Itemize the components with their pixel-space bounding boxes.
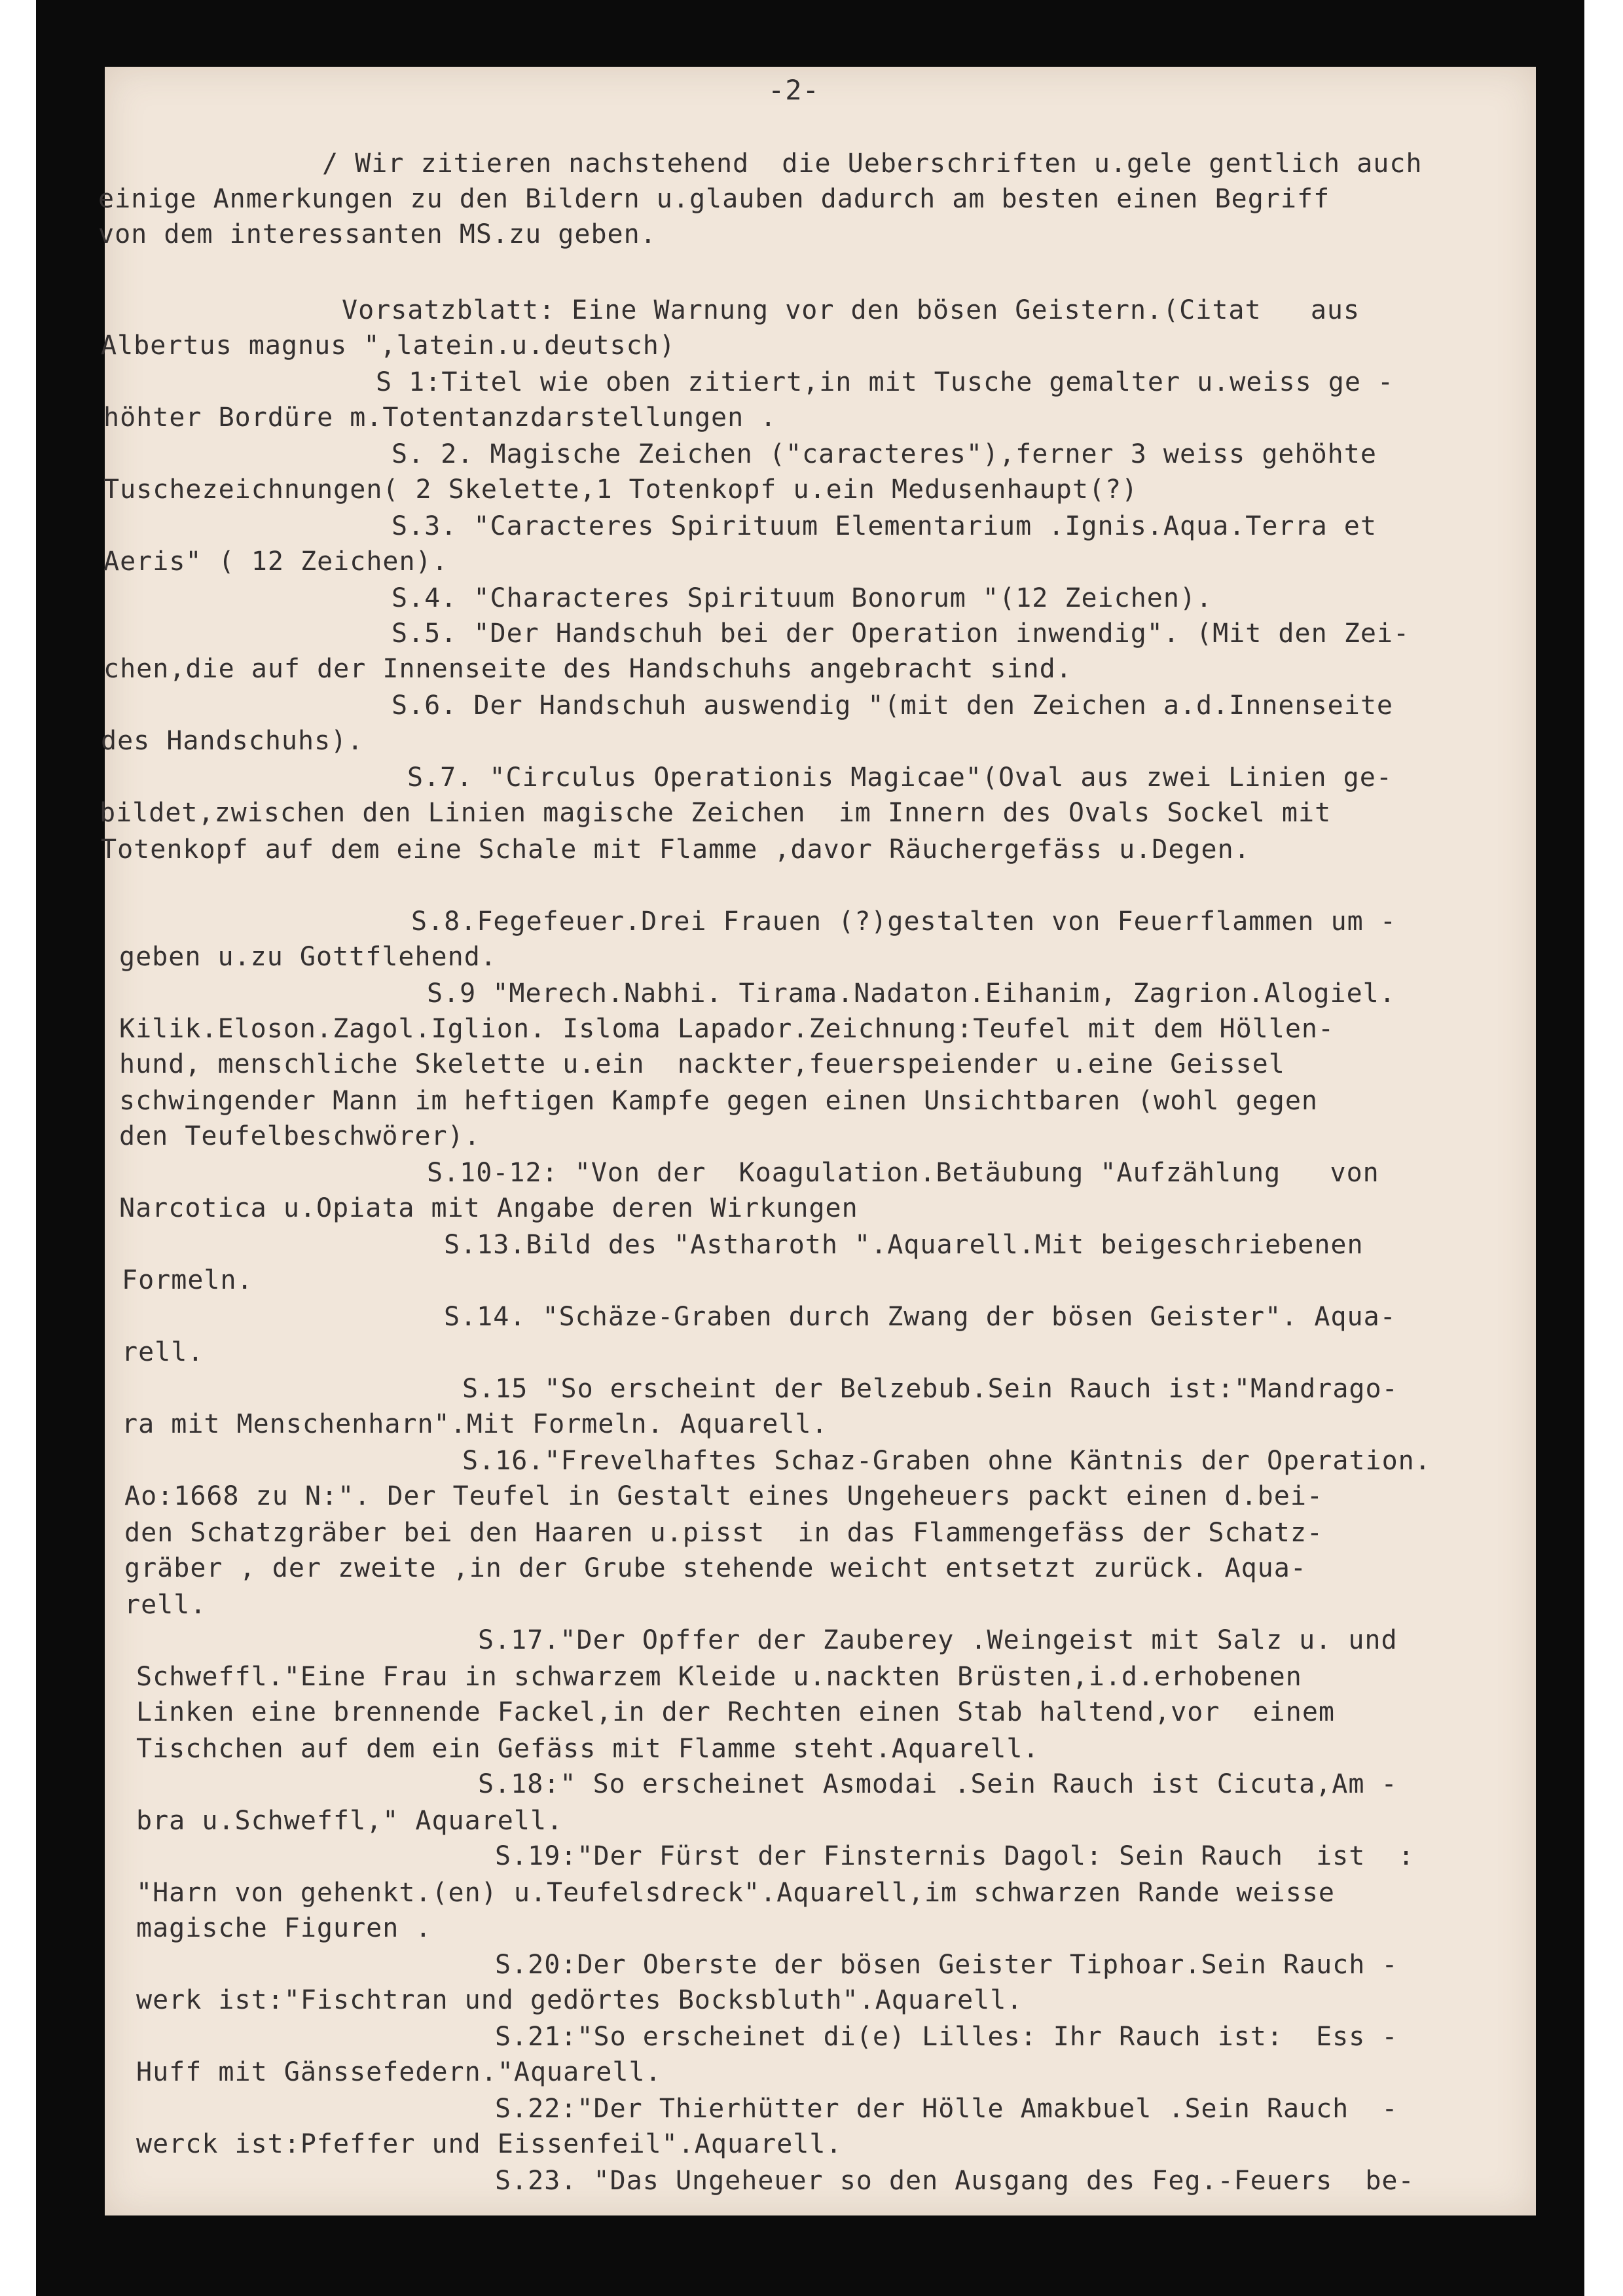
- text-line: / Wir zitieren nachstehend die Ueberschriften u.gele gentlich auch: [322, 149, 1423, 179]
- text-line: rell.: [124, 1590, 207, 1620]
- text-line: S.5. "Der Handschuh bei der Operation inwendig". (Mit den Zei-: [392, 619, 1410, 649]
- text-line: bra u.Schweffl," Aquarell.: [136, 1806, 564, 1836]
- text-line: den Schatzgräber bei den Haaren u.pisst in das Flammengefäss der Schatz-: [124, 1518, 1323, 1548]
- text-line: rell.: [122, 1337, 204, 1367]
- text-line: gräber , der zweite ,in der Grube stehende weicht entsetzt zurück. Aqua-: [124, 1553, 1307, 1583]
- text-line: S.20:Der Oberste der bösen Geister Tiphoar.Sein Rauch -: [495, 1950, 1398, 1980]
- text-line: werck ist:Pfeffer und Eissenfeil".Aquarell.: [136, 2129, 843, 2159]
- text-line: Tischchen auf dem ein Gefäss mit Flamme steht.Aquarell.: [136, 1734, 1040, 1764]
- text-line: Huff mit Gänssefedern."Aquarell.: [136, 2057, 662, 2087]
- text-line: Tuschezeichnungen( 2 Skelette,1 Totenkopf u.ein Medusenhaupt(?): [103, 475, 1139, 505]
- text-line: hund, menschliche Skelette u.ein nackter,feuerspeiender u.eine Geissel: [119, 1049, 1285, 1079]
- text-line: S 1:Titel wie oben zitiert,in mit Tusche gemalter u.weiss ge -: [376, 367, 1395, 397]
- text-line: "Harn von gehenkt.(en) u.Teufelsdreck".Aquarell,im schwarzen Rande weisse: [136, 1878, 1335, 1908]
- text-line: Narcotica u.Opiata mit Angabe deren Wirkungen: [119, 1193, 858, 1223]
- page-number: -2-: [768, 74, 820, 106]
- text-line: S.4. "Characteres Spirituum Bonorum "(12 Zeichen).: [392, 583, 1213, 613]
- text-line: ra mit Menschenharn".Mit Formeln. Aquarell.: [122, 1409, 828, 1439]
- page-text: [98, 67, 1536, 2215]
- text-line: S.18:" So erscheinet Asmodai .Sein Rauch ist Cicuta,Am -: [478, 1769, 1398, 1799]
- text-line: werk ist:"Fischtran und gedörtes Bocksbluth".Aquarell.: [136, 1985, 1023, 2015]
- text-line: Aeris" ( 12 Zeichen).: [103, 547, 448, 577]
- text-line: S.3. "Caracteres Spirituum Elementarium .Ignis.Aqua.Terra et: [392, 511, 1377, 541]
- text-line: den Teufelbeschwörer).: [119, 1121, 481, 1151]
- text-line: S.22:"Der Thierhütter der Hölle Amakbuel .Sein Rauch -: [495, 2094, 1398, 2124]
- text-line: einige Anmerkungen zu den Bildern u.glauben dadurch am besten einen Begriff: [98, 184, 1330, 214]
- text-line: Formeln.: [122, 1265, 253, 1295]
- text-line: magische Figuren .: [136, 1913, 432, 1943]
- text-line: S.16."Frevelhaftes Schaz-Graben ohne Käntnis der Operation.: [462, 1446, 1431, 1476]
- text-line: S.7. "Circulus Operationis Magicae"(Oval aus zwei Linien ge-: [407, 762, 1393, 793]
- text-line: Kilik.Eloson.Zagol.Iglion. Isloma Lapador.Zeichnung:Teufel mit dem Höllen-: [119, 1014, 1335, 1044]
- text-line: höhter Bordüre m.Totentanzdarstellungen .: [103, 403, 777, 433]
- text-line: S.23. "Das Ungeheuer so den Ausgang des Feg.-Feuers be-: [495, 2166, 1415, 2196]
- text-line: S.6. Der Handschuh auswendig "(mit den Zeichen a.d.Innenseite: [392, 691, 1394, 721]
- text-line: Totenkopf auf dem eine Schale mit Flamme ,davor Räuchergefäss u.Degen.: [101, 834, 1250, 865]
- text-line: bildet,zwischen den Linien magische Zeichen im Innern des Ovals Sockel mit: [100, 798, 1332, 828]
- typewritten-page: [98, 67, 1536, 2215]
- text-line: chen,die auf der Innenseite des Handschuhs angebracht sind.: [103, 654, 1072, 684]
- text-line: Schweffl."Eine Frau in schwarzem Kleide u.nackten Brüsten,i.d.erhobenen: [136, 1662, 1302, 1692]
- text-line: S.17."Der Opffer der Zauberey .Weingeist mit Salz u. und: [478, 1625, 1398, 1655]
- text-line: schwingender Mann im heftigen Kampfe gegen einen Unsichtbaren (wohl gegen: [119, 1086, 1318, 1116]
- text-line: geben u.zu Gottflehend.: [119, 942, 497, 972]
- text-line: Ao:1668 zu N:". Der Teufel in Gestalt eines Ungeheuers packt einen d.bei-: [124, 1481, 1323, 1511]
- text-line: S.9 "Merech.Nabhi. Tirama.Nadaton.Eihanim, Zagrion.Alogiel.: [427, 978, 1396, 1009]
- text-line: S.14. "Schäze-Graben durch Zwang der bösen Geister". Aqua-: [444, 1302, 1396, 1332]
- text-line: von dem interessanten MS.zu geben.: [98, 219, 657, 249]
- text-line: S.19:"Der Fürst der Finsternis Dagol: Sein Rauch ist :: [495, 1841, 1415, 1871]
- text-line: S. 2. Magische Zeichen ("caracteres"),ferner 3 weiss gehöhte: [392, 439, 1377, 469]
- text-line: S.10-12: "Von der Koagulation.Betäubung "Aufzählung von: [427, 1158, 1379, 1188]
- text-line: Albertus magnus ",latein.u.deutsch): [101, 331, 676, 361]
- text-line: Vorsatzblatt: Eine Warnung vor den bösen Geistern.(Citat aus: [342, 295, 1360, 325]
- text-line: S.8.Fegefeuer.Drei Frauen (?)gestalten von Feuerflammen um -: [411, 906, 1396, 937]
- text-line: S.15 "So erscheint der Belzebub.Sein Rauch ist:"Mandrago-: [462, 1374, 1398, 1404]
- text-line: des Handschuhs).: [101, 726, 364, 756]
- text-line: Linken eine brennende Fackel,in der Rechten einen Stab haltend,vor einem: [136, 1697, 1335, 1727]
- text-line: S.21:"So erscheinet di(e) Lilles: Ihr Rauch ist: Ess -: [495, 2022, 1398, 2052]
- dark-background: [36, 0, 1584, 2296]
- text-line: S.13.Bild des "Astharoth ".Aquarell.Mit beigeschriebenen: [444, 1230, 1364, 1260]
